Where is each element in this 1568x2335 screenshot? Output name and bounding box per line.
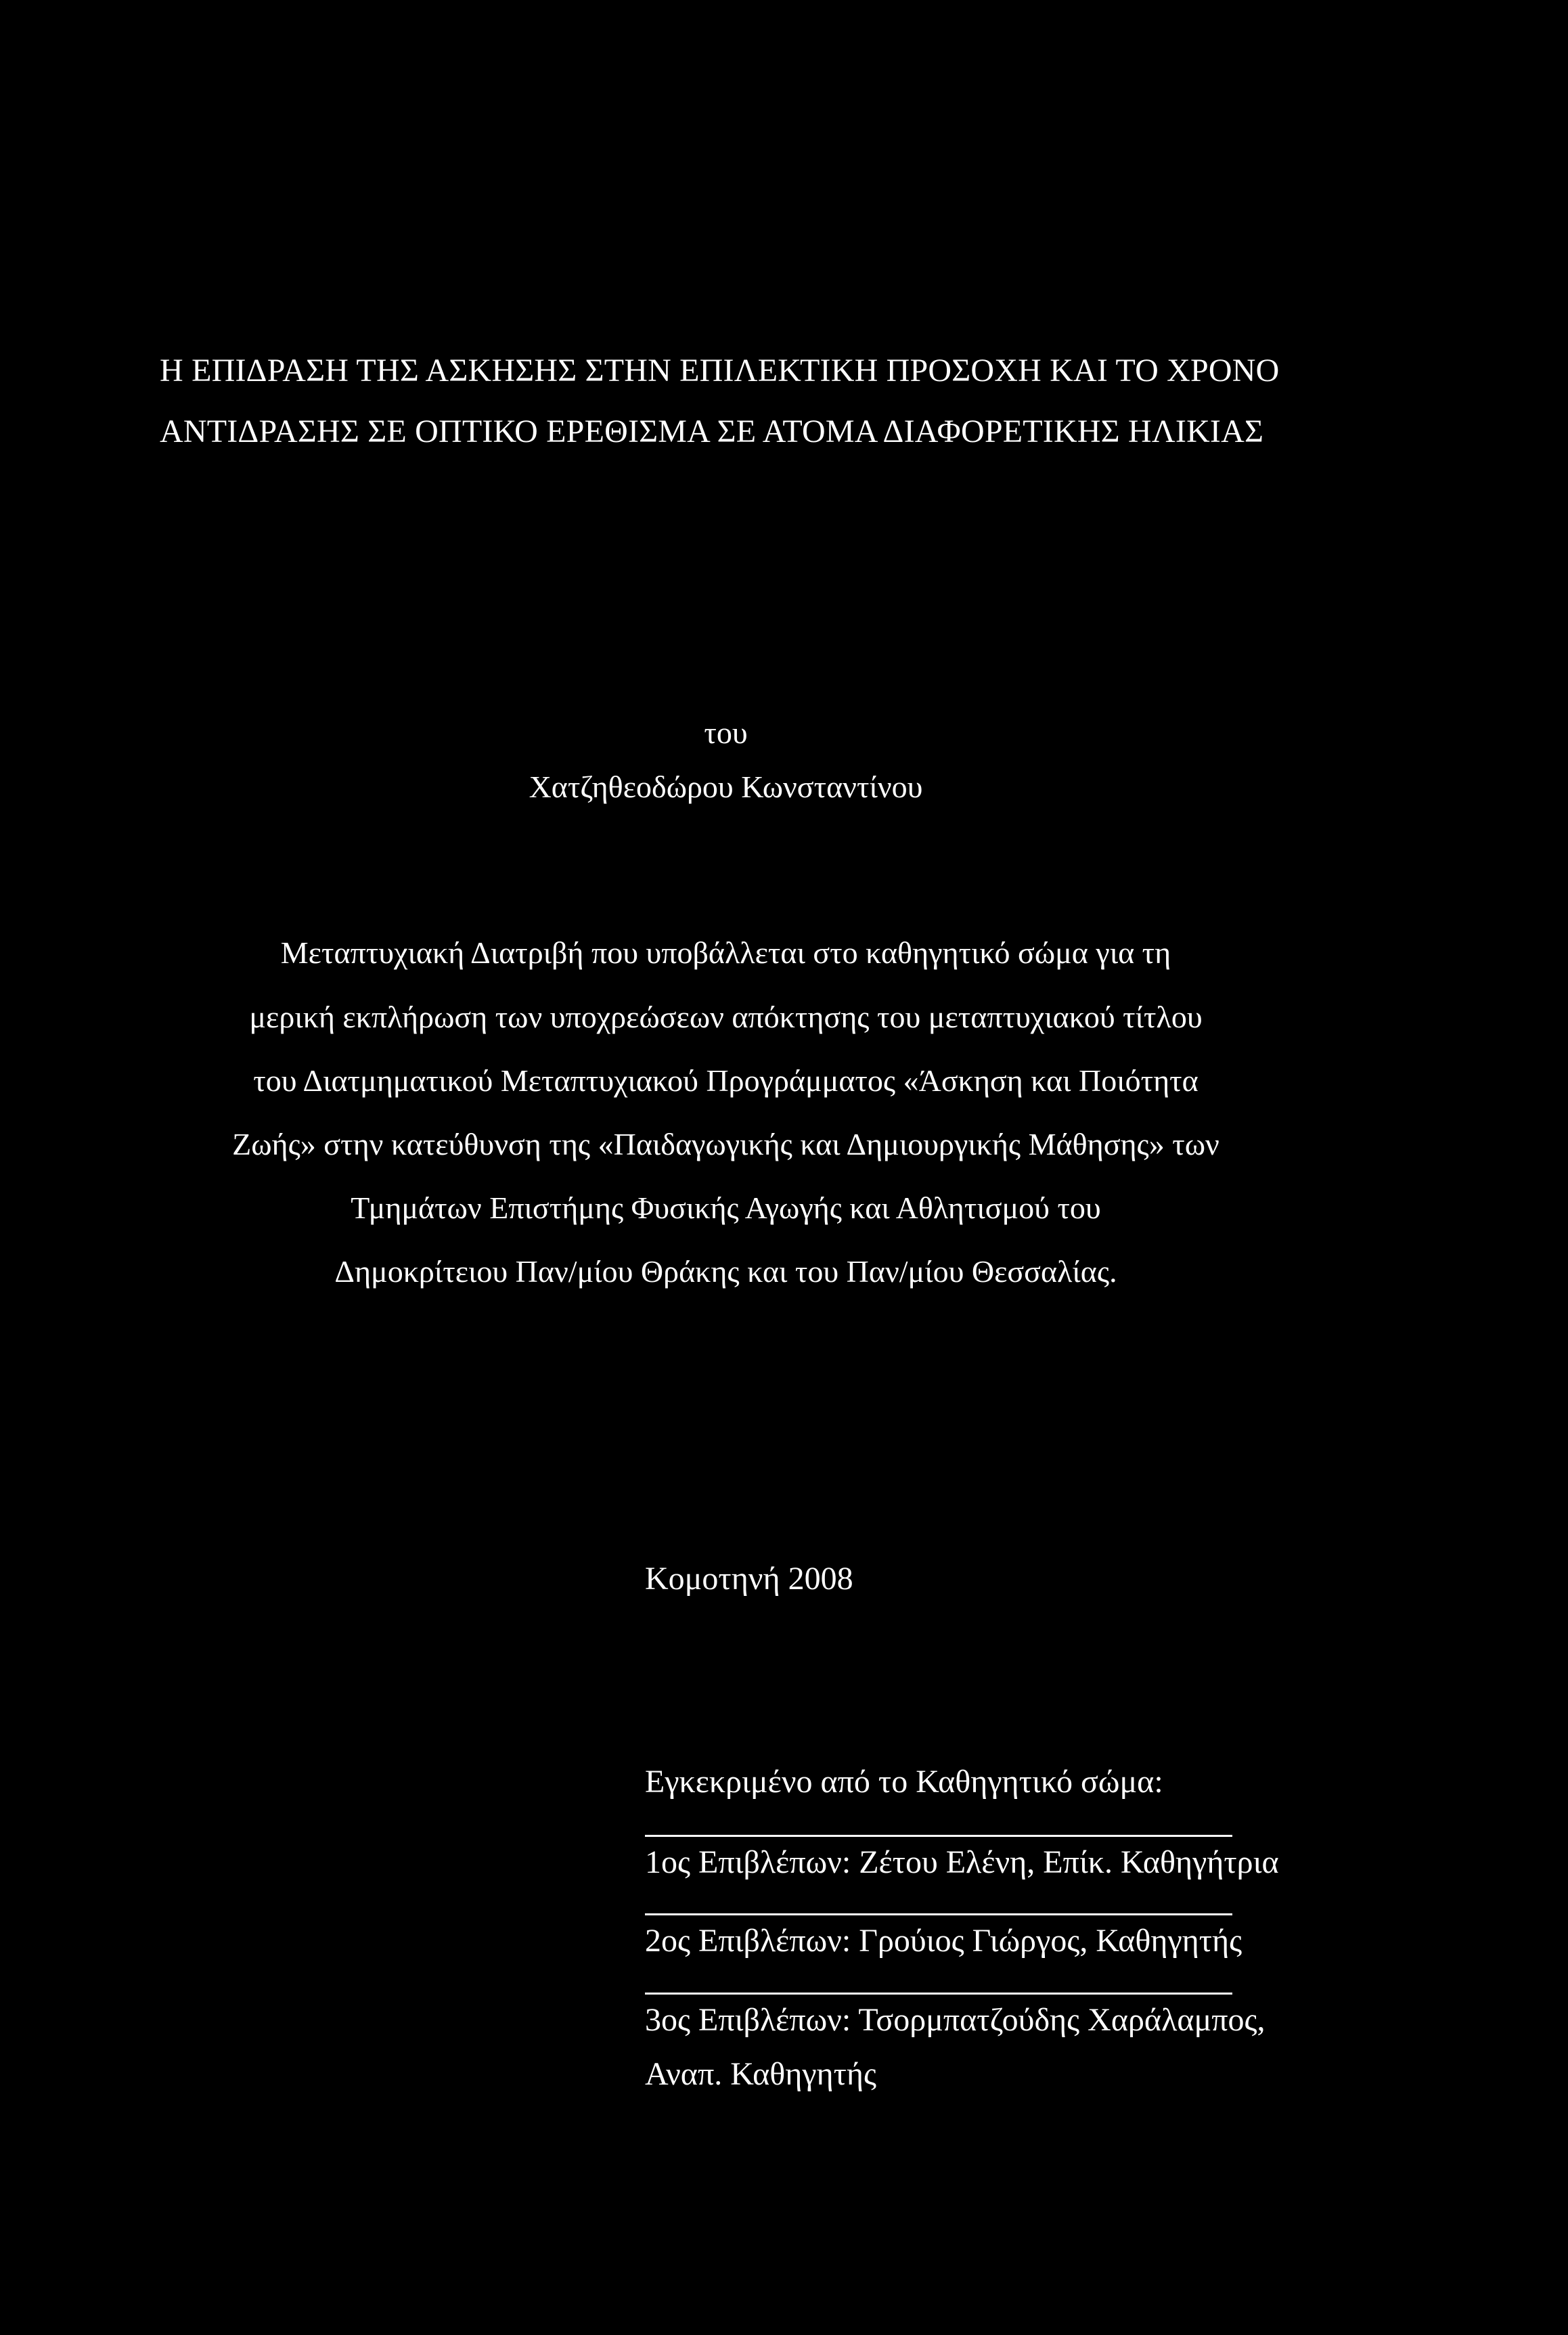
author-name: Χατζηθεοδώρου Κωνσταντίνου bbox=[529, 770, 923, 804]
author-prefix: του bbox=[704, 715, 748, 750]
signature-line-2 bbox=[645, 1913, 1232, 1915]
signature-line-3 bbox=[645, 1993, 1232, 1995]
supervisor-1: 1ος Επιβλέπων: Ζέτου Ελένη, Επίκ. Καθηγήτρια bbox=[645, 1844, 1279, 1880]
signature-line-1 bbox=[645, 1835, 1232, 1837]
description-line-3: του Διατμηματικού Μεταπτυχιακού Προγράμματος «Άσκηση και Ποιότητα bbox=[253, 1063, 1199, 1098]
description-line-4: Ζωής» στην κατεύθυνση της «Παιδαγωγικής και Δημιουργικής Μάθησης» των bbox=[232, 1127, 1219, 1161]
description-line-5: Τμημάτων Επιστήμης Φυσικής Αγωγής και Αθλητισμού του bbox=[351, 1191, 1101, 1225]
supervisor-2: 2ος Επιβλέπων: Γρούιος Γιώργος, Καθηγητής bbox=[645, 1923, 1242, 1959]
thesis-title-line-1: Η ΕΠΙΔΡΑΣΗ ΤΗΣ ΑΣΚΗΣΗΣ ΣΤΗΝ ΕΠΙΛΕΚΤΙΚΗ ΠΡΟΣΟΧΗ ΚΑΙ ΤΟ ΧΡΟΝΟ bbox=[160, 353, 1280, 388]
thesis-title-line-2: ΑΝΤΙΔΡΑΣΗΣ ΣΕ ΟΠΤΙΚΟ ΕΡΕΘΙΣΜΑ ΣΕ ΑΤΟΜΑ ΔΙΑΦΟΡΕΤΙΚΗΣ ΗΛΙΚΙΑΣ bbox=[160, 414, 1264, 449]
description-line-1: Μεταπτυχιακή Διατριβή που υποβάλλεται στο καθηγητικό σώμα για τη bbox=[280, 935, 1171, 970]
description-line-6: Δημοκρίτειου Παν/μίου Θράκης και του Παν/μίου Θεσσαλίας. bbox=[334, 1254, 1117, 1289]
supervisor-3: 3ος Επιβλέπων: Τσορμπατζούδης Χαράλαμπος, bbox=[645, 2002, 1265, 2038]
supervisor-3-title: Αναπ. Καθηγητής bbox=[645, 2056, 877, 2092]
place-date: Κομοτηνή 2008 bbox=[645, 1561, 853, 1597]
description-line-2: μερική εκπλήρωση των υποχρεώσεων απόκτησης του μεταπτυχιακού τίτλου bbox=[249, 1000, 1203, 1034]
approval-heading: Εγκεκριμένο από το Καθηγητικό σώμα: bbox=[645, 1764, 1163, 1800]
